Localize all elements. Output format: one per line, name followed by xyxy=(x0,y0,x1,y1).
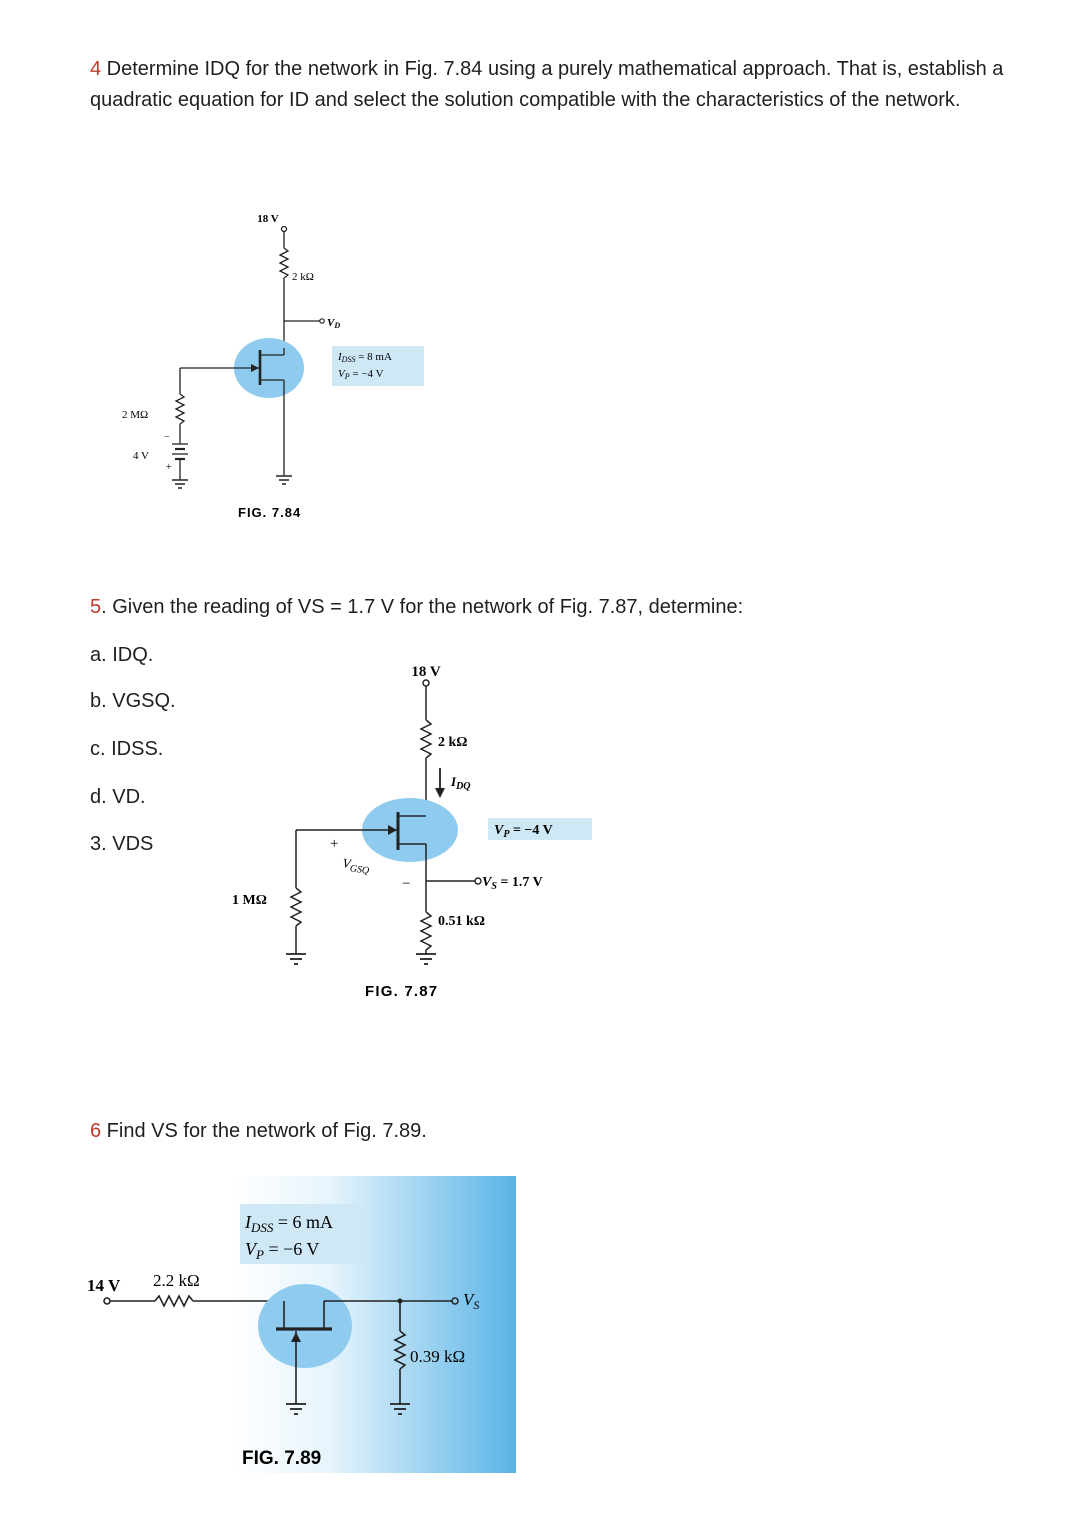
fig784-supply-label: 18 V xyxy=(257,213,279,225)
fig784-rg-resistor xyxy=(176,394,184,424)
fig784-vp-label: VP = −4 V xyxy=(338,368,384,381)
fig789-rs-label: 0.39 kΩ xyxy=(410,1347,466,1366)
fig787-vgs-plus: + xyxy=(330,836,339,852)
fig784-rd-label: 2 kΩ xyxy=(292,271,314,283)
fig784-rd-resistor xyxy=(280,248,288,278)
fig787-vgs-label: $V_{GSQ}$ xyxy=(341,855,370,877)
fig784-vd-label: VD xyxy=(327,317,341,330)
fig787-rs-resistor xyxy=(421,912,431,950)
fig787-id-label: $I_{DQ}$ xyxy=(451,774,471,792)
question-6 xyxy=(90,1116,427,1147)
fig789-caption: FIG. 7.89 xyxy=(242,1448,322,1469)
question-5-text: . Given the reading of VS = 1.7 V for the network of Fig. 7.87, determine: xyxy=(101,596,744,618)
question-6-text: Find VS for the network of Fig. 7.89. xyxy=(101,1120,427,1142)
fig787-rs-label: 0.51 kΩ xyxy=(438,914,485,929)
question-4 xyxy=(90,54,1040,116)
fig784-battery-minus: − xyxy=(164,432,170,443)
fig784-idss-label: IDSS = 8 mA xyxy=(338,351,392,364)
fig784-supply-terminal xyxy=(282,227,287,232)
fig789-vs-label: $V_S$ xyxy=(463,1290,480,1312)
fig787-rg-resistor xyxy=(291,888,301,926)
question-5-item-a: a. IDQ. xyxy=(90,644,154,666)
question-4-text: Determine IDQ for the network in Fig. 7.84 using a purely mathematical approach. That is, establish a quadratic equation for ID and select the solution compatible with the characteristics of the network. xyxy=(90,58,1004,111)
fig787-supply-terminal xyxy=(423,680,429,686)
fig789-rd-resistor xyxy=(155,1296,193,1306)
fig784-caption: FIG. 7.84 xyxy=(238,505,302,520)
question-5-item-e: 3. VDS xyxy=(90,833,154,855)
question-5 xyxy=(90,592,743,623)
fig787-caption: FIG. 7.87 xyxy=(365,983,439,1000)
fig787-vp-label: $V_P = -4$ V xyxy=(494,823,553,840)
question-5-number: 5 xyxy=(90,596,102,618)
fig789-fet-highlight xyxy=(258,1284,352,1368)
fig789-supply-terminal xyxy=(104,1298,110,1304)
fig787-supply-label: 18 V xyxy=(411,664,441,680)
fig789-idss-label: $I_{DSS} = 6$ mA xyxy=(245,1212,334,1235)
fig784-battery-plus: + xyxy=(166,462,172,473)
fig789-supply-label: 14 V xyxy=(87,1276,121,1295)
question-6-number: 6 xyxy=(90,1120,102,1142)
fig789-vp-label: $V_P = -6$ V xyxy=(245,1239,320,1262)
figure-7-89 xyxy=(80,1176,520,1476)
fig784-vgg-label: 4 V xyxy=(133,450,149,462)
fig789-rd-label: 2.2 kΩ xyxy=(153,1271,200,1290)
fig787-rg-label: 1 MΩ xyxy=(232,893,267,908)
fig787-vs-label: $V_S = 1.7$ V xyxy=(482,875,543,892)
fig787-vgs-minus: − xyxy=(402,876,411,892)
question-5-item-b: b. VGSQ. xyxy=(90,690,176,712)
fig787-rd-label: 2 kΩ xyxy=(438,735,468,750)
question-5-item-d: d. VD. xyxy=(90,786,146,808)
fig784-rg-label: 2 MΩ xyxy=(122,409,149,421)
figure-7-87 xyxy=(220,650,610,1010)
figure-7-84 xyxy=(100,200,460,530)
question-5-item-c: c. IDSS. xyxy=(90,738,164,760)
question-4-number: 4 xyxy=(90,58,102,80)
fig787-rd-resistor xyxy=(421,720,431,758)
